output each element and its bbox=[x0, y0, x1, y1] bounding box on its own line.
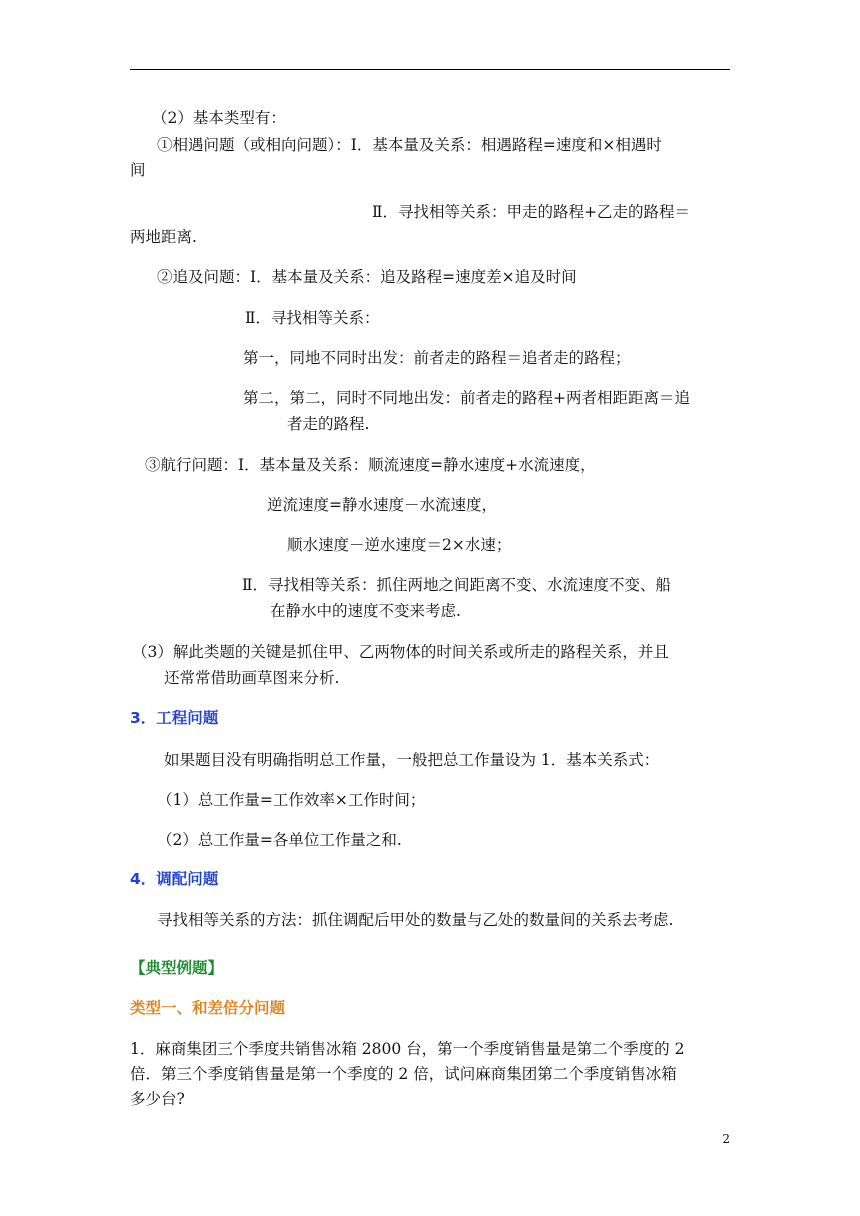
text-line: 第二，第二，同时不同地出发：前者走的路程+两者相距距离＝追 bbox=[243, 389, 690, 407]
text-line: 顺水速度－逆水速度＝2×水速； bbox=[287, 536, 512, 554]
section-heading-engineering: 3．工程问题 bbox=[130, 709, 219, 727]
text-line: 还常常借助画草图来分析. bbox=[164, 669, 340, 687]
text-line: 者走的路程. bbox=[287, 415, 370, 433]
text-line: 间 bbox=[130, 161, 146, 179]
text-line: 在静水中的速度不变来考虑. bbox=[270, 602, 461, 620]
header-rule bbox=[130, 69, 730, 70]
page-number: 2 bbox=[722, 1132, 730, 1146]
text-line: 逆流速度=静水速度－水流速度， bbox=[267, 496, 497, 514]
text-line: 寻找相等关系的方法：抓住调配后甲处的数量与乙处的数量间的关系去考虑. bbox=[157, 911, 674, 929]
text-line: （2）基本类型有： bbox=[152, 109, 286, 127]
text-line: ②追及问题：Ⅰ．基本量及关系：追及路程=速度差×追及时间 bbox=[157, 268, 577, 286]
section-heading-type1: 类型一、和差倍分问题 bbox=[130, 999, 286, 1017]
text-line: 如果题目没有明确指明总工作量，一般把总工作量设为 1．基本关系式： bbox=[164, 751, 660, 769]
question-line: 1．麻商集团三个季度共销售冰箱 2800 台，第一个季度销售量是第二个季度的 2 bbox=[130, 1040, 685, 1058]
text-line: （3）解此类题的关键是抓住甲、乙两物体的时间关系或所走的路程关系，并且 bbox=[132, 643, 669, 661]
text-line: 两地距离. bbox=[130, 228, 197, 246]
text-line: ③航行问题：Ⅰ．基本量及关系：顺流速度=静水速度+水流速度， bbox=[145, 456, 596, 474]
text-line: Ⅱ．寻找相等关系：抓住两地之间距离不变、水流速度不变、船 bbox=[242, 576, 672, 594]
text-line: （1）总工作量=工作效率×工作时间； bbox=[157, 791, 426, 809]
question-line: 倍．第三个季度销售量是第一个季度的 2 倍，试问麻商集团第二个季度销售冰箱 bbox=[130, 1065, 677, 1083]
text-line: （2）总工作量=各单位工作量之和. bbox=[157, 831, 402, 849]
text-line: Ⅱ．寻找相等关系：甲走的路程+乙走的路程＝ bbox=[372, 203, 691, 221]
text-line: 第一，同地不同时出发：前者走的路程＝追者走的路程； bbox=[243, 349, 631, 367]
question-line: 多少台? bbox=[130, 1090, 185, 1108]
section-heading-examples: 【典型例题】 bbox=[130, 959, 224, 977]
text-line: ①相遇问题（或相向问题）：Ⅰ．基本量及关系：相遇路程=速度和×相遇时 bbox=[157, 136, 662, 154]
section-heading-allocation: 4．调配问题 bbox=[130, 870, 219, 888]
text-line: Ⅱ．寻找相等关系： bbox=[245, 309, 380, 327]
